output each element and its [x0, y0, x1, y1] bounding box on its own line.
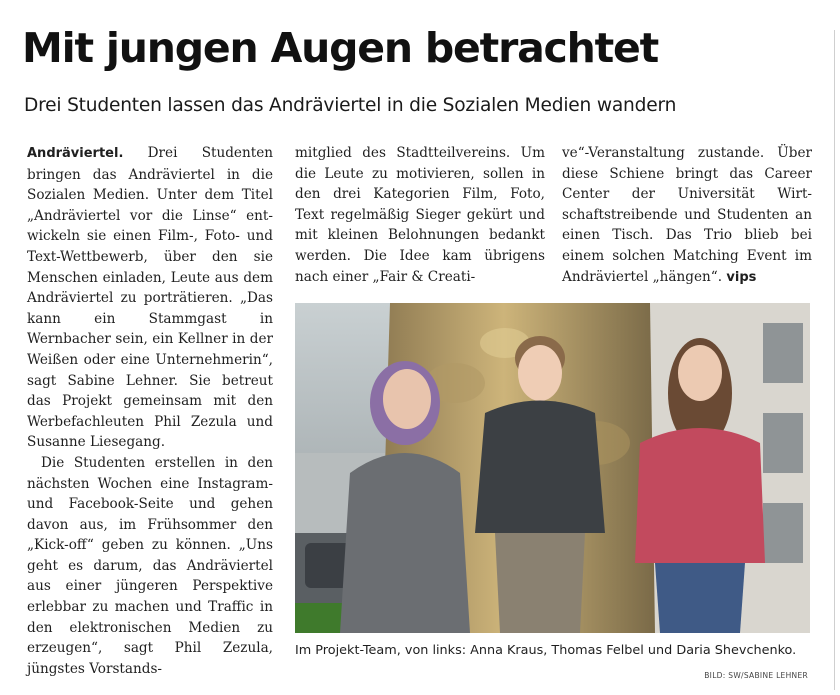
paragraph-text: Drei Studenten bringen das Andräviertel in die Sozialen Medien. Unter dem Titel „Andräviertel vor die Linse“ entwickeln sie einen Film-, Foto- und Text-Wettbewerb, über den sie Menschen einladen, Leute aus dem Andräviertel zu porträtieren. „Das kann ein Stammgast in Wernbacher sein, ein Kellner in der Weißen oder eine Unternehmerin“, sagt Sabine Lehner. Sie betreut das Projekt gemeinsam mit den Werbefachleuten Phil Zezula und Susanne Liesegang.	[27, 145, 273, 451]
dateline: Andräviertel.	[27, 146, 124, 161]
paragraph	[562, 143, 812, 288]
column-rule	[834, 30, 835, 690]
article-column-1	[27, 143, 273, 679]
photo-credit: BILD: SW/SABINE LEHNER	[704, 671, 808, 680]
photo-illustration	[295, 303, 810, 633]
paragraph: mitglied des Stadtteilvereins. Um die Leute zu motivieren, sollen in den drei Kategorien Film, Foto, Text regelmäßig Sieger gekürt und mit kleinen Belohnungen bedankt werden. Die Idee kam übrigens nach einer „Fair & Creati-	[295, 145, 545, 285]
paragraph-text: ve“-Veranstaltung zustande. Über diese Schiene bringt das Career Center der Universität Wirtschaftstreibende und Studenten an einen Tisch. Das Trio blieb bei einem solchen Matching Event im Andräviertel „hängen“.	[562, 145, 812, 285]
paragraph: Die Studenten erstellen in den nächsten Wochen eine Instagram- und Facebook-Seite und gehen davon aus, im Frühsommer den „Kick-off“ geben zu können. „Uns geht es darum, das Andräviertel aus einer jüngeren Perspektive erlebbar zu machen und Traffic in den elektronischen Medien zu erzeugen“, sagt Phil Zezula, jüngstes Vorstands-	[27, 454, 273, 677]
team-photo	[295, 303, 810, 633]
photo-caption: Im Projekt-Team, von links: Anna Kraus, Thomas Felbel und Daria Shevchenko.	[295, 643, 797, 658]
article-column-2	[295, 143, 545, 287]
article-column-3	[562, 143, 812, 288]
author-signature: vips	[726, 269, 757, 285]
subheadline: Drei Studenten lassen das Andräviertel in die Sozialen Medien wandern	[24, 95, 677, 116]
headline: Mit jungen Augen betrachtet	[22, 24, 659, 72]
paragraph	[27, 143, 273, 453]
